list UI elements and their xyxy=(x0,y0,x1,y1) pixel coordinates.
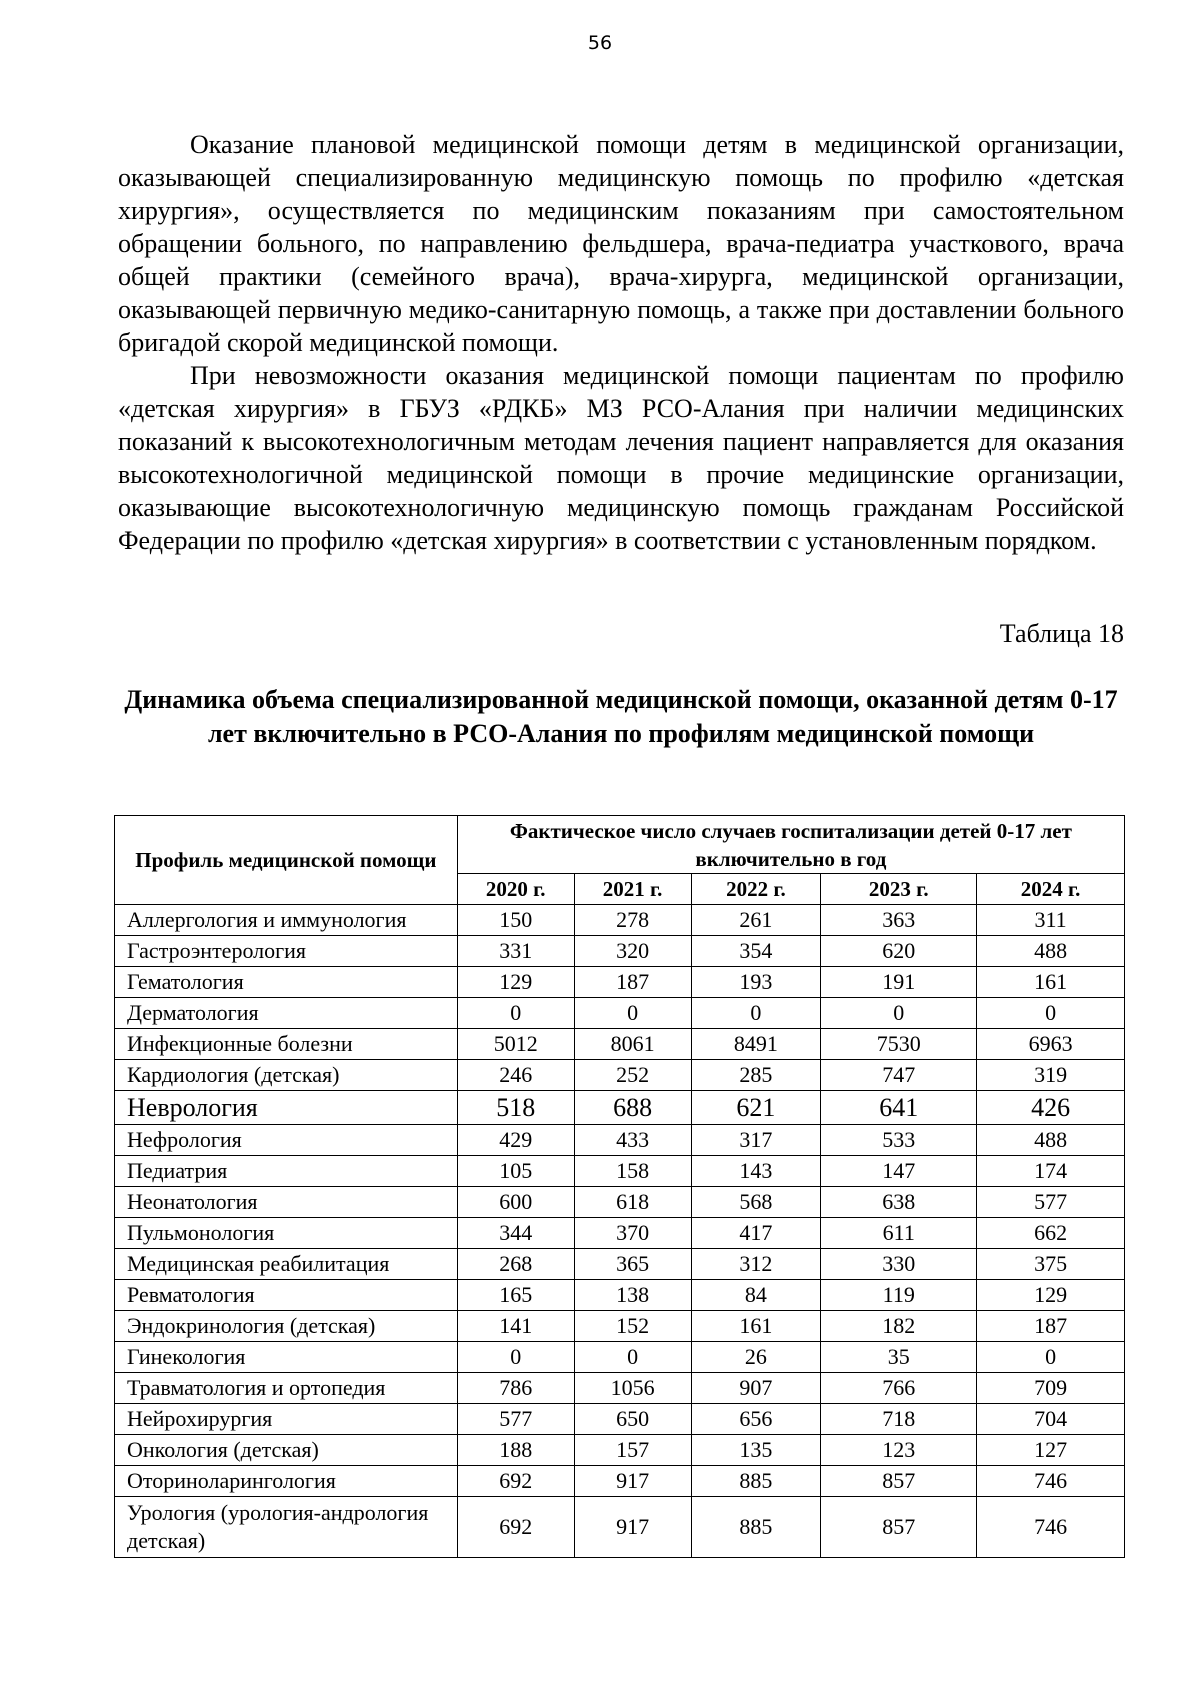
cell-value: 150 xyxy=(457,905,574,936)
cell-value: 1056 xyxy=(574,1373,691,1404)
cell-value: 0 xyxy=(457,1342,574,1373)
body-text xyxy=(118,128,1124,557)
cell-profile: Эндокринология (детская) xyxy=(115,1311,458,1342)
table-row xyxy=(115,1311,1125,1342)
cell-value: 365 xyxy=(574,1249,691,1280)
cell-profile: Инфекционные болезни xyxy=(115,1029,458,1060)
cell-profile: Урология (урология-андрология детская) xyxy=(115,1497,458,1558)
cell-value: 187 xyxy=(574,967,691,998)
cell-profile: Неврология xyxy=(115,1091,458,1125)
cell-value: 158 xyxy=(574,1156,691,1187)
cell-value: 786 xyxy=(457,1373,574,1404)
cell-value: 6963 xyxy=(977,1029,1125,1060)
cell-value: 143 xyxy=(691,1156,821,1187)
cell-value: 0 xyxy=(691,998,821,1029)
cell-value: 426 xyxy=(977,1091,1125,1125)
cell-value: 119 xyxy=(821,1280,977,1311)
cell-value: 127 xyxy=(977,1435,1125,1466)
cell-value: 688 xyxy=(574,1091,691,1125)
cell-value: 375 xyxy=(977,1249,1125,1280)
cell-value: 354 xyxy=(691,936,821,967)
cell-value: 311 xyxy=(977,905,1125,936)
page-number: 56 xyxy=(587,32,613,54)
table-header-row xyxy=(115,816,1125,874)
table-label: Таблица 18 xyxy=(999,619,1124,648)
cell-value: 8061 xyxy=(574,1029,691,1060)
cell-value: 518 xyxy=(457,1091,574,1125)
cell-value: 885 xyxy=(691,1497,821,1558)
header-year: 2024 г. xyxy=(977,874,1125,905)
cell-value: 174 xyxy=(977,1156,1125,1187)
cell-value: 656 xyxy=(691,1404,821,1435)
cell-value: 718 xyxy=(821,1404,977,1435)
cell-value: 618 xyxy=(574,1187,691,1218)
cell-profile: Педиатрия xyxy=(115,1156,458,1187)
cell-value: 165 xyxy=(457,1280,574,1311)
cell-value: 188 xyxy=(457,1435,574,1466)
cell-value: 363 xyxy=(821,905,977,936)
cell-value: 105 xyxy=(457,1156,574,1187)
cell-value: 620 xyxy=(821,936,977,967)
table-row xyxy=(115,1249,1125,1280)
cell-profile: Гастроэнтерология xyxy=(115,936,458,967)
cell-value: 0 xyxy=(977,1342,1125,1373)
cell-value: 320 xyxy=(574,936,691,967)
cell-value: 0 xyxy=(574,998,691,1029)
table-row xyxy=(115,1466,1125,1497)
cell-value: 285 xyxy=(691,1060,821,1091)
table-row xyxy=(115,1373,1125,1404)
cell-value: 0 xyxy=(457,998,574,1029)
paragraph: При невозможности оказания медицинской помощи пациентам по профилю «детская хирургия» в ГБУЗ «РДКБ» МЗ РСО-Алания при наличии медицинских показаний к высокотехнологичным методам лечения пациент направляется для оказания высокотехнологичной медицинской помощи в прочие медицинские организации, оказывающие высокотехнологичную медицинскую помощь гражданам Российской Федерации по профилю «детская хирургия» в соответствии с установленным порядком. xyxy=(118,361,1124,555)
table-row xyxy=(115,1125,1125,1156)
cell-value: 611 xyxy=(821,1218,977,1249)
cell-value: 746 xyxy=(977,1497,1125,1558)
cell-value: 917 xyxy=(574,1466,691,1497)
cell-value: 252 xyxy=(574,1060,691,1091)
cell-profile: Неонатология xyxy=(115,1187,458,1218)
cell-value: 187 xyxy=(977,1311,1125,1342)
hospitalization-table xyxy=(114,815,1125,1558)
cell-value: 488 xyxy=(977,1125,1125,1156)
cell-profile: Кардиология (детская) xyxy=(115,1060,458,1091)
cell-value: 129 xyxy=(457,967,574,998)
cell-value: 568 xyxy=(691,1187,821,1218)
table-row xyxy=(115,936,1125,967)
table-row xyxy=(115,1060,1125,1091)
cell-profile: Нефрология xyxy=(115,1125,458,1156)
cell-profile: Гематология xyxy=(115,967,458,998)
header-year: 2023 г. xyxy=(821,874,977,905)
table-row xyxy=(115,1342,1125,1373)
cell-value: 488 xyxy=(977,936,1125,967)
cell-value: 331 xyxy=(457,936,574,967)
cell-value: 261 xyxy=(691,905,821,936)
cell-value: 152 xyxy=(574,1311,691,1342)
table-body xyxy=(115,905,1125,1558)
table-row xyxy=(115,1497,1125,1558)
header-group: Фактическое число случаев госпитализации детей 0-17 лет включительно в год xyxy=(457,816,1124,874)
cell-profile: Онкология (детская) xyxy=(115,1435,458,1466)
cell-value: 312 xyxy=(691,1249,821,1280)
cell-value: 193 xyxy=(691,967,821,998)
cell-value: 917 xyxy=(574,1497,691,1558)
cell-value: 138 xyxy=(574,1280,691,1311)
cell-value: 129 xyxy=(977,1280,1125,1311)
header-year: 2021 г. xyxy=(574,874,691,905)
cell-value: 141 xyxy=(457,1311,574,1342)
cell-value: 433 xyxy=(574,1125,691,1156)
cell-value: 135 xyxy=(691,1435,821,1466)
cell-value: 747 xyxy=(821,1060,977,1091)
cell-value: 7530 xyxy=(821,1029,977,1060)
cell-value: 621 xyxy=(691,1091,821,1125)
header-year: 2022 г. xyxy=(691,874,821,905)
cell-value: 319 xyxy=(977,1060,1125,1091)
cell-value: 533 xyxy=(821,1125,977,1156)
table-row xyxy=(115,905,1125,936)
cell-profile: Гинекология xyxy=(115,1342,458,1373)
table-row xyxy=(115,1435,1125,1466)
cell-profile: Медицинская реабилитация xyxy=(115,1249,458,1280)
cell-value: 317 xyxy=(691,1125,821,1156)
cell-value: 84 xyxy=(691,1280,821,1311)
table-row xyxy=(115,1187,1125,1218)
cell-value: 577 xyxy=(457,1404,574,1435)
cell-value: 330 xyxy=(821,1249,977,1280)
cell-profile: Ревматология xyxy=(115,1280,458,1311)
cell-profile: Оториноларингология xyxy=(115,1466,458,1497)
cell-value: 638 xyxy=(821,1187,977,1218)
cell-value: 0 xyxy=(977,998,1125,1029)
cell-value: 0 xyxy=(574,1342,691,1373)
table-row xyxy=(115,1280,1125,1311)
table-row xyxy=(115,967,1125,998)
table-row xyxy=(115,1029,1125,1060)
cell-value: 35 xyxy=(821,1342,977,1373)
cell-value: 709 xyxy=(977,1373,1125,1404)
cell-value: 370 xyxy=(574,1218,691,1249)
header-profile: Профиль медицинской помощи xyxy=(115,816,458,905)
cell-value: 577 xyxy=(977,1187,1125,1218)
cell-value: 857 xyxy=(821,1497,977,1558)
table-row xyxy=(115,1404,1125,1435)
cell-value: 161 xyxy=(977,967,1125,998)
cell-value: 191 xyxy=(821,967,977,998)
cell-value: 692 xyxy=(457,1497,574,1558)
cell-value: 704 xyxy=(977,1404,1125,1435)
table-row xyxy=(115,1218,1125,1249)
cell-value: 344 xyxy=(457,1218,574,1249)
cell-value: 0 xyxy=(821,998,977,1029)
cell-value: 907 xyxy=(691,1373,821,1404)
cell-profile: Нейрохирургия xyxy=(115,1404,458,1435)
cell-value: 161 xyxy=(691,1311,821,1342)
cell-value: 5012 xyxy=(457,1029,574,1060)
cell-value: 746 xyxy=(977,1466,1125,1497)
cell-value: 278 xyxy=(574,905,691,936)
cell-value: 650 xyxy=(574,1404,691,1435)
cell-profile: Травматология и ортопедия xyxy=(115,1373,458,1404)
cell-profile: Дерматология xyxy=(115,998,458,1029)
table-row xyxy=(115,998,1125,1029)
cell-value: 885 xyxy=(691,1466,821,1497)
cell-value: 8491 xyxy=(691,1029,821,1060)
cell-profile: Пульмонология xyxy=(115,1218,458,1249)
cell-value: 417 xyxy=(691,1218,821,1249)
table-row xyxy=(115,1156,1125,1187)
cell-value: 600 xyxy=(457,1187,574,1218)
cell-value: 429 xyxy=(457,1125,574,1156)
table-row xyxy=(115,1091,1125,1125)
cell-value: 157 xyxy=(574,1435,691,1466)
cell-value: 641 xyxy=(821,1091,977,1125)
cell-value: 123 xyxy=(821,1435,977,1466)
paragraph: Оказание плановой медицинской помощи детям в медицинской организации, оказывающей специализированную медицинскую помощь по профилю «детская хирургия», осуществляется по медицинским показаниям при самостоятельном обращении больного, по направлению фельдшера, врача-педиатра участкового, врача общей практики (семейного врача), врача-хирурга, медицинской организации, оказывающей первичную медико-санитарную помощь, а также при доставлении больного бригадой скорой медицинской помощи. xyxy=(118,130,1124,357)
cell-value: 857 xyxy=(821,1466,977,1497)
cell-value: 766 xyxy=(821,1373,977,1404)
cell-value: 692 xyxy=(457,1466,574,1497)
cell-value: 662 xyxy=(977,1218,1125,1249)
cell-profile: Аллергология и иммунология xyxy=(115,905,458,936)
cell-value: 147 xyxy=(821,1156,977,1187)
table-title: Динамика объема специализированной медицинской помощи, оказанной детям 0-17 лет включительно в РСО-Алания по профилям медицинской помощи xyxy=(124,685,1118,748)
header-year: 2020 г. xyxy=(457,874,574,905)
cell-value: 26 xyxy=(691,1342,821,1373)
cell-value: 268 xyxy=(457,1249,574,1280)
cell-value: 246 xyxy=(457,1060,574,1091)
cell-value: 182 xyxy=(821,1311,977,1342)
